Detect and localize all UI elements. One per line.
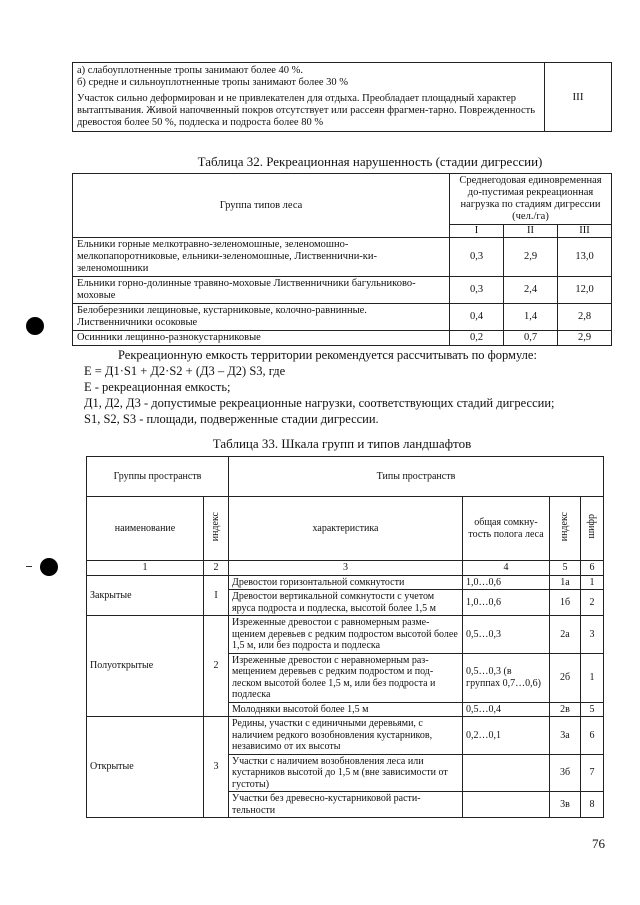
top-table <box>72 62 612 132</box>
t33-code: 3 <box>581 616 604 654</box>
t33-group-name: Полуоткрытые <box>87 616 204 717</box>
t32-value: 0,3 <box>450 277 504 304</box>
t33-char: Участки без древесно-кустарниковой расти-тельности <box>229 792 463 818</box>
top-table-text-cell <box>73 63 545 132</box>
table-row <box>87 616 604 654</box>
t32-value: 2,4 <box>504 277 558 304</box>
t32-value: 0,7 <box>504 331 558 346</box>
binder-hole-bottom <box>40 558 58 576</box>
t33-code: 5 <box>581 702 604 717</box>
t33-h-index-cell <box>204 497 229 561</box>
t33-idx: 3а <box>550 717 581 755</box>
t32-value: 0,3 <box>450 238 504 277</box>
t33-code: 6 <box>581 717 604 755</box>
t33-group-index: 2 <box>204 616 229 717</box>
t32-group: Ельники горно-долинные травяно-моховые Лиственничники багульниково-моховые <box>73 277 450 304</box>
t33-group-index: I <box>204 575 229 616</box>
t33-colnum: 1 <box>87 561 204 576</box>
t33-density: 0,5…0,3 (в группах 0,7…0,6) <box>463 653 550 702</box>
table32 <box>72 173 612 346</box>
t33-colnum: 2 <box>204 561 229 576</box>
t33-density: 0,5…0,3 <box>463 616 550 654</box>
t33-density: 0,2…0,1 <box>463 717 550 755</box>
t32-stage-2: II <box>504 225 558 238</box>
t32-group: Белоберезники лещиновые, кустарниковые, колочно-равнинные. Лиственничники осоковые <box>73 304 450 331</box>
t33-density: 1,0…0,6 <box>463 575 550 590</box>
t33-idx: 3б <box>550 754 581 792</box>
t33-code: 2 <box>581 590 604 616</box>
t33-h-types: Типы пространств <box>229 457 604 497</box>
t33-density <box>463 754 550 792</box>
t33-char: Изреженные древостои с равномерным разме-щением деревьев с редким подростом высотой более 1,5 м, или без подроста и подлеска <box>229 616 463 654</box>
t33-group-name: Закрытые <box>87 575 204 616</box>
t32-stage-1: I <box>450 225 504 238</box>
t33-char: Древостои горизонтальной сомкнутости <box>229 575 463 590</box>
t33-idx: 3в <box>550 792 581 818</box>
t33-idx: 2а <box>550 616 581 654</box>
t32-value: 2,9 <box>504 238 558 277</box>
t32-value: 2,9 <box>558 331 612 346</box>
t33-h-index2-cell <box>550 497 581 561</box>
table-row <box>73 331 612 346</box>
t33-density: 0,5…0,4 <box>463 702 550 717</box>
formula-intro: Рекреационную емкость территории рекомендуется рассчитывать по формуле: <box>118 348 537 362</box>
t33-char: Древостои вертикальной сомкнутости с учетом яруса подроста и подлеска, высотой более 1,5 м <box>229 590 463 616</box>
table33 <box>86 456 604 818</box>
t33-density: 1,0…0,6 <box>463 590 550 616</box>
t33-code: 1 <box>581 575 604 590</box>
t33-h-density: общая сомкну-тость полога леса <box>463 497 550 561</box>
t32-value: 0,2 <box>450 331 504 346</box>
dash-mark <box>26 566 32 567</box>
t33-idx: 2б <box>550 653 581 702</box>
formula-s: S1, S2, S3 - площади, подверженные стадии дигрессии. <box>84 412 379 426</box>
t32-group: Ельники горные мелкотравно-зеленомошные, зеленомошно-мелкопапоротниковые, ельники-зеленомошные, Лиственнични-ки-зеленомошники <box>73 238 450 277</box>
t33-colnum: 4 <box>463 561 550 576</box>
t33-code: 1 <box>581 653 604 702</box>
t33-idx: 2в <box>550 702 581 717</box>
formula-equation: Е = Д1·S1 + Д2·S2 + (Д3 – Д2) S3, где <box>84 364 286 378</box>
table-row <box>87 717 604 755</box>
t32-group: Осинники лещинно-разнокустарниковые <box>73 331 450 346</box>
table33-caption: Таблица 33. Шкала групп и типов ландшафтов <box>212 436 472 451</box>
t32-value: 0,4 <box>450 304 504 331</box>
t33-colnum: 3 <box>229 561 463 576</box>
top-row-c: Участок сильно деформирован и не привлекателен для отдыха. Преобладает площадный характер вытаптывания. Живой напочвенный покров отсутствует или рассеян фрагмен-тарно. Поврежденность древостоя более 50 %, подлеска и подроста более 80 % <box>77 93 536 128</box>
t33-char: Молодняки высотой более 1,5 м <box>229 702 463 717</box>
t33-colnum: 6 <box>581 561 604 576</box>
t33-density <box>463 792 550 818</box>
table32-caption: Таблица 32. Рекреационная нарушенность (стадии дигрессии) <box>197 154 543 169</box>
t33-group-index: 3 <box>204 717 229 818</box>
t32-stage-3: III <box>558 225 612 238</box>
t33-char: Редины, участки с единичными деревьями, с наличием редкого возобновления кустарников, независимо от их высоты <box>229 717 463 755</box>
formula-e: Е - рекреационная емкость; <box>84 380 231 394</box>
t32-value: 2,8 <box>558 304 612 331</box>
t33-h-index: индекс <box>210 512 222 542</box>
t33-h-code: шифр <box>586 514 598 540</box>
t33-code: 8 <box>581 792 604 818</box>
table-row <box>73 238 612 277</box>
t32-value: 12,0 <box>558 277 612 304</box>
t33-h-groups: Группы пространств <box>87 457 229 497</box>
t32-header-group: Группа типов леса <box>73 174 450 238</box>
top-stage: III <box>545 63 612 132</box>
table-row <box>73 304 612 331</box>
t32-value: 13,0 <box>558 238 612 277</box>
table-row <box>73 277 612 304</box>
t33-char: Участки с наличием возобновления леса или кустарников высотой до 1,5 м (вне зависимости от густоты) <box>229 754 463 792</box>
t33-colnum: 5 <box>550 561 581 576</box>
top-row-a: а) слабоуплотненные тропы занимают более 40 %. <box>77 65 304 76</box>
t33-code: 7 <box>581 754 604 792</box>
t33-h-index2: индекс <box>559 512 571 542</box>
t33-h-code-cell <box>581 497 604 561</box>
t33-h-name: наименование <box>87 497 204 561</box>
t33-idx: 1б <box>550 590 581 616</box>
t33-h-char: характеристика <box>229 497 463 561</box>
t33-char: Изреженные древостои с неравномерным раз-мещением деревьев с редким подростом и под-леском высотой более 1,5 м, или без подроста и подлеска <box>229 653 463 702</box>
page-number: 76 <box>592 836 605 851</box>
binder-hole-top <box>26 317 44 335</box>
formula-d: Д1, Д2, Д3 - допустимые рекреационные нагрузки, соответствующих стадий дигрессии; <box>84 396 555 410</box>
t33-group-name: Открытые <box>87 717 204 818</box>
t32-header-load: Среднегодовая единовременная до-пустимая рекреационная нагрузка по стадиям дигрессии (чел./га) <box>450 174 612 225</box>
t32-value: 1,4 <box>504 304 558 331</box>
t33-idx: 1а <box>550 575 581 590</box>
top-row-b: б) средне и сильноуплотненные тропы занимают более 30 % <box>77 77 349 88</box>
table-row <box>87 575 604 590</box>
